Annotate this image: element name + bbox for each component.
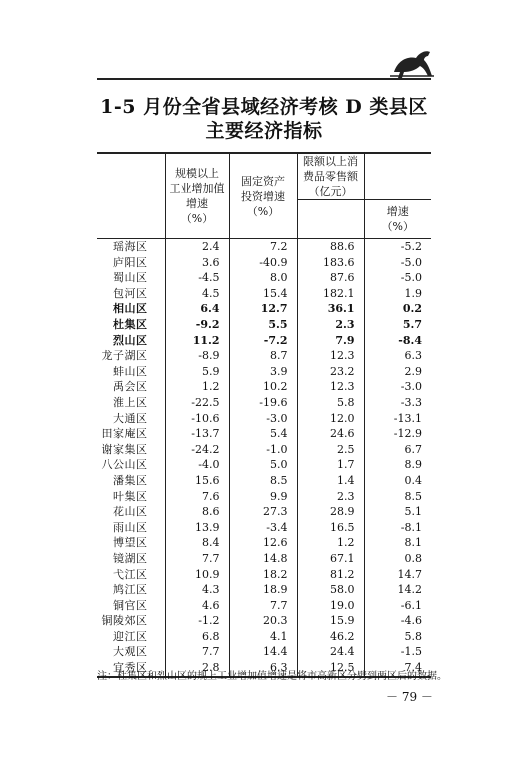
retail-sales-cell: 67.1	[297, 551, 364, 567]
industry-growth-cell: 2.4	[165, 239, 229, 255]
investment-growth-cell: 5.5	[229, 317, 297, 333]
table-row	[97, 348, 431, 364]
retail-growth-cell: 0.2	[364, 301, 431, 317]
district-name: 龙子湖区	[101, 349, 148, 363]
table-row	[97, 379, 431, 395]
retail-sales-cell: 87.6	[297, 270, 364, 286]
retail-growth-cell: 8.1	[364, 535, 431, 551]
investment-growth-cell: 14.8	[229, 551, 297, 567]
investment-growth-cell: -40.9	[229, 255, 297, 271]
retail-sales-cell: 46.2	[297, 629, 364, 645]
header-investment-growth: 固定资产 投资增速 （%）	[229, 153, 297, 239]
district-name: 弋江区	[113, 567, 148, 581]
investment-growth-cell: 27.3	[229, 504, 297, 520]
retail-sales-cell: 183.6	[297, 255, 364, 271]
retail-sales-cell: 19.0	[297, 598, 364, 614]
retail-sales-cell: 12.0	[297, 411, 364, 427]
district-name: 迎江区	[113, 629, 148, 643]
retail-sales-cell: 88.6	[297, 239, 364, 255]
investment-growth-cell: 5.0	[229, 457, 297, 473]
district-name: 花山区	[113, 505, 148, 519]
district-name: 瑶海区	[113, 240, 148, 254]
retail-growth-cell: 8.5	[364, 489, 431, 505]
table-row	[97, 333, 431, 349]
industry-growth-cell: 4.3	[165, 582, 229, 598]
industry-growth-cell: 4.5	[165, 286, 229, 302]
retail-sales-cell: 12.3	[297, 379, 364, 395]
district-name: 杜集区	[113, 318, 148, 332]
industry-growth-cell: -1.2	[165, 613, 229, 629]
industry-growth-cell: -24.2	[165, 442, 229, 458]
table-row	[97, 270, 431, 286]
investment-growth-cell: 4.1	[229, 629, 297, 645]
district-name: 包河区	[113, 286, 148, 300]
retail-sales-cell: 1.7	[297, 457, 364, 473]
top-rule	[97, 78, 431, 80]
district-name: 谢家集区	[101, 442, 148, 456]
retail-growth-cell: 14.2	[364, 582, 431, 598]
table-row	[97, 644, 431, 660]
district-name: 镜湖区	[113, 551, 148, 565]
investment-growth-cell: -1.0	[229, 442, 297, 458]
industry-growth-cell: 7.6	[165, 489, 229, 505]
investment-growth-cell: -7.2	[229, 333, 297, 349]
industry-growth-cell: -4.0	[165, 457, 229, 473]
retail-growth-cell: -3.0	[364, 379, 431, 395]
page-title-line1: 1-5 月份全省县域经济考核 D 类县区	[100, 96, 428, 118]
table-row	[97, 598, 431, 614]
retail-growth-cell: 8.9	[364, 457, 431, 473]
table-row	[97, 442, 431, 458]
industry-growth-cell: 4.6	[165, 598, 229, 614]
retail-growth-cell: -13.1	[364, 411, 431, 427]
retail-growth-cell: -5.0	[364, 270, 431, 286]
table-row	[97, 535, 431, 551]
retail-growth-cell: 5.8	[364, 629, 431, 645]
retail-sales-cell: 2.3	[297, 489, 364, 505]
investment-growth-cell: 9.9	[229, 489, 297, 505]
retail-growth-cell: 14.7	[364, 566, 431, 582]
industry-growth-cell: 6.4	[165, 301, 229, 317]
industry-growth-cell: 1.2	[165, 379, 229, 395]
header-industry-growth: 规模以上 工业增加值 增速 （%）	[165, 153, 229, 239]
header-district	[97, 153, 165, 239]
retail-growth-cell: 2.9	[364, 364, 431, 380]
investment-growth-cell: 18.2	[229, 566, 297, 582]
industry-growth-cell: 8.6	[165, 504, 229, 520]
district-name: 潘集区	[113, 473, 148, 487]
table-row	[97, 582, 431, 598]
retail-sales-cell: 7.9	[297, 333, 364, 349]
header-retail-sales: 限额以上消 费品零售额 （亿元）	[297, 153, 364, 200]
retail-growth-cell: 0.4	[364, 473, 431, 489]
table-row	[97, 239, 431, 255]
district-name: 田家庵区	[101, 427, 148, 441]
industry-growth-cell: 8.4	[165, 535, 229, 551]
industry-growth-cell: 10.9	[165, 566, 229, 582]
retail-sales-cell: 12.5	[297, 660, 364, 677]
district-name: 烈山区	[113, 333, 148, 347]
retail-sales-cell: 182.1	[297, 286, 364, 302]
retail-sales-cell: 36.1	[297, 301, 364, 317]
retail-sales-cell: 12.3	[297, 348, 364, 364]
investment-growth-cell: 7.2	[229, 239, 297, 255]
retail-growth-cell: -8.1	[364, 520, 431, 536]
table-row	[97, 489, 431, 505]
retail-sales-cell: 15.9	[297, 613, 364, 629]
investment-growth-cell: 3.9	[229, 364, 297, 380]
header-retail-blank	[364, 153, 431, 200]
retail-sales-cell: 5.8	[297, 395, 364, 411]
district-name: 宜秀区	[97, 660, 165, 677]
retail-growth-cell: -1.5	[364, 644, 431, 660]
district-name: 蜀山区	[113, 271, 148, 285]
table-row	[97, 629, 431, 645]
investment-growth-cell: 6.3	[229, 660, 297, 677]
table-row	[97, 551, 431, 567]
industry-growth-cell: -4.5	[165, 270, 229, 286]
industry-growth-cell: -22.5	[165, 395, 229, 411]
industry-growth-cell: -9.2	[165, 317, 229, 333]
retail-growth-cell: -5.0	[364, 255, 431, 271]
investment-growth-cell: 20.3	[229, 613, 297, 629]
industry-growth-cell: 7.7	[165, 551, 229, 567]
industry-growth-cell: 3.6	[165, 255, 229, 271]
investment-growth-cell: 15.4	[229, 286, 297, 302]
retail-growth-cell: 1.9	[364, 286, 431, 302]
table-row	[97, 411, 431, 427]
retail-growth-cell: -8.4	[364, 333, 431, 349]
retail-sales-cell: 2.5	[297, 442, 364, 458]
table-row	[97, 426, 431, 442]
investment-growth-cell: 18.9	[229, 582, 297, 598]
retail-sales-cell: 16.5	[297, 520, 364, 536]
retail-sales-cell: 24.4	[297, 644, 364, 660]
industry-growth-cell: -13.7	[165, 426, 229, 442]
investment-growth-cell: 8.0	[229, 270, 297, 286]
investment-growth-cell: 10.2	[229, 379, 297, 395]
header-retail-value	[297, 200, 364, 239]
retail-growth-cell: -3.3	[364, 395, 431, 411]
district-name: 相山区	[113, 302, 148, 316]
investment-growth-cell: 5.4	[229, 426, 297, 442]
retail-sales-cell: 1.4	[297, 473, 364, 489]
retail-growth-cell: -6.1	[364, 598, 431, 614]
page-title-line2: 主要经济指标	[205, 120, 323, 142]
investment-growth-cell: -19.6	[229, 395, 297, 411]
industry-growth-cell: 13.9	[165, 520, 229, 536]
indicator-table	[97, 152, 431, 678]
retail-growth-cell: -12.9	[364, 426, 431, 442]
industry-growth-cell: 6.8	[165, 629, 229, 645]
district-name: 蚌山区	[113, 364, 148, 378]
district-name: 大通区	[113, 411, 148, 425]
retail-sales-cell: 81.2	[297, 566, 364, 582]
retail-growth-cell: 5.7	[364, 317, 431, 333]
retail-growth-cell: 5.1	[364, 504, 431, 520]
table-row	[97, 301, 431, 317]
investment-growth-cell: -3.0	[229, 411, 297, 427]
investment-growth-cell: 14.4	[229, 644, 297, 660]
table-row	[97, 286, 431, 302]
district-name: 博望区	[113, 536, 148, 550]
retail-growth-cell: 6.3	[364, 348, 431, 364]
table-row	[97, 255, 431, 271]
investment-growth-cell: 12.7	[229, 301, 297, 317]
retail-growth-cell: 7.4	[364, 660, 431, 677]
investment-growth-cell: 7.7	[229, 598, 297, 614]
investment-growth-cell: 8.7	[229, 348, 297, 364]
industry-growth-cell: 2.8	[165, 660, 229, 677]
district-name: 鸠江区	[113, 583, 148, 597]
industry-growth-cell: 15.6	[165, 473, 229, 489]
table-row	[97, 317, 431, 333]
table-row	[97, 473, 431, 489]
retail-growth-cell: -4.6	[364, 613, 431, 629]
district-name: 庐阳区	[113, 255, 148, 269]
table-row	[97, 457, 431, 473]
retail-sales-cell: 23.2	[297, 364, 364, 380]
district-name: 淮上区	[113, 395, 148, 409]
industry-growth-cell: 7.7	[165, 644, 229, 660]
table-row	[97, 566, 431, 582]
table-row	[97, 504, 431, 520]
retail-sales-cell: 28.9	[297, 504, 364, 520]
retail-sales-cell: 2.3	[297, 317, 364, 333]
investment-growth-cell: -3.4	[229, 520, 297, 536]
district-name: 禹会区	[113, 380, 148, 394]
table-row	[97, 613, 431, 629]
footnote: 注：杜集区和烈山区的规上工业增加值增速是将市高新区分劈到两区后的数据。	[97, 671, 447, 682]
retail-growth-cell: 6.7	[364, 442, 431, 458]
industry-growth-cell: -8.9	[165, 348, 229, 364]
district-name: 八公山区	[101, 458, 148, 472]
investment-growth-cell: 8.5	[229, 473, 297, 489]
industry-growth-cell: -10.6	[165, 411, 229, 427]
investment-growth-cell: 12.6	[229, 535, 297, 551]
retail-growth-cell: 0.8	[364, 551, 431, 567]
industry-growth-cell: 11.2	[165, 333, 229, 349]
district-name: 大观区	[113, 645, 148, 659]
retail-growth-cell: -5.2	[364, 239, 431, 255]
district-name: 铜陵郊区	[101, 614, 148, 628]
table-row	[97, 520, 431, 536]
district-name: 叶集区	[113, 489, 148, 503]
horse-logo-icon	[388, 46, 436, 80]
table-row	[97, 364, 431, 380]
retail-sales-cell: 58.0	[297, 582, 364, 598]
district-name: 雨山区	[113, 520, 148, 534]
retail-sales-cell: 24.6	[297, 426, 364, 442]
district-name: 铜官区	[113, 598, 148, 612]
industry-growth-cell: 5.9	[165, 364, 229, 380]
table-row	[97, 395, 431, 411]
retail-sales-cell: 1.2	[297, 535, 364, 551]
page-number: － 79 －	[386, 690, 433, 704]
header-retail-growth: 增速 （%）	[364, 200, 431, 239]
